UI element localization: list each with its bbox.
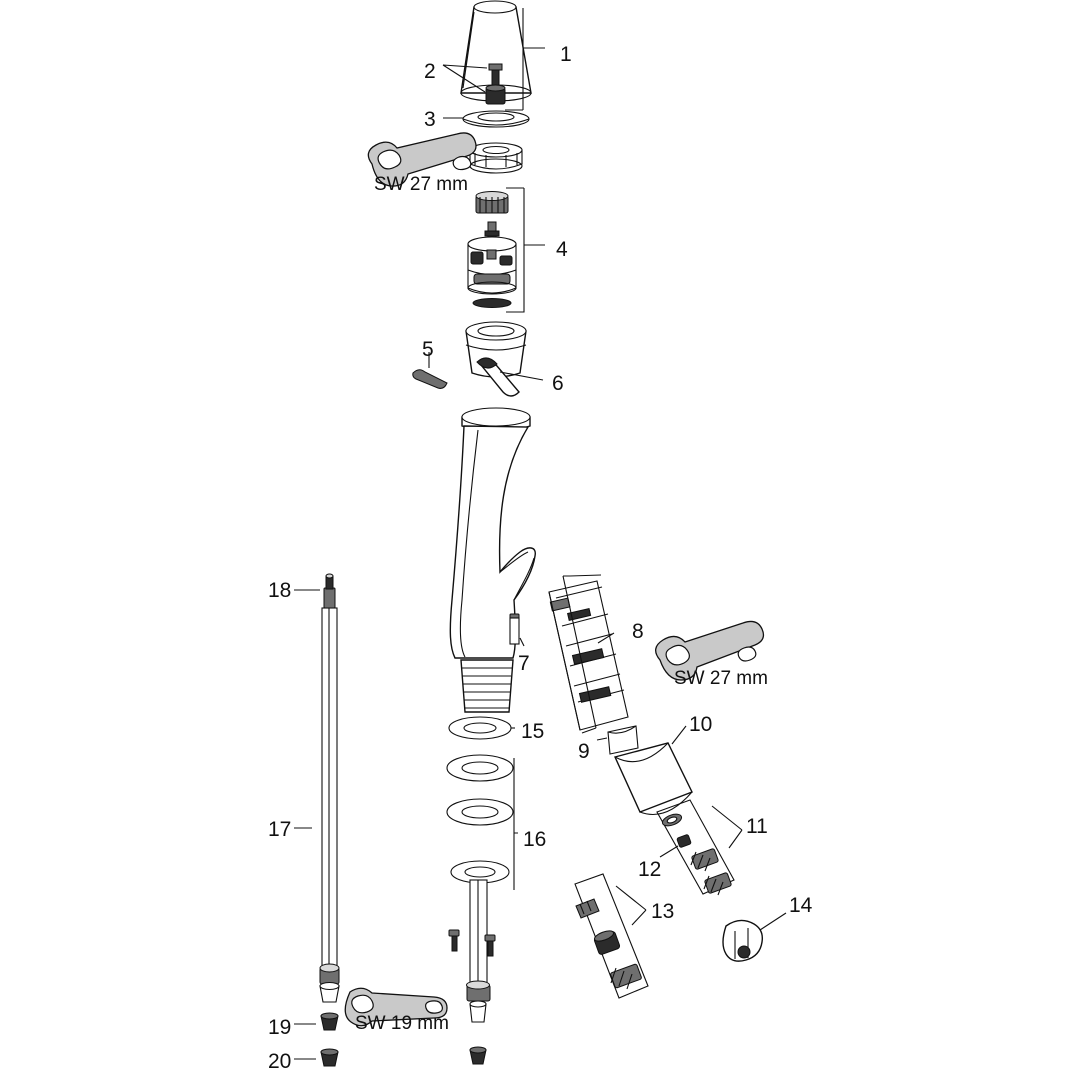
callout-4: 4	[556, 238, 568, 261]
callout-17: 17	[268, 818, 292, 841]
callout-15: 15	[521, 720, 545, 743]
callout-3: 3	[424, 108, 436, 131]
callout-20: 20	[268, 1050, 292, 1073]
part-5-clip	[413, 370, 447, 389]
part-14-bracket-clip	[723, 920, 762, 961]
callout-2: 2	[424, 60, 436, 83]
bracket-11	[712, 806, 742, 848]
part-7-spring	[510, 614, 519, 644]
part-13-lower-parts	[575, 874, 648, 998]
part-lower-shank	[449, 880, 495, 1064]
part-escutcheon	[470, 143, 522, 173]
callout-13: 13	[651, 900, 675, 923]
bracket-1	[523, 8, 545, 110]
callout-10: 10	[689, 713, 713, 736]
wrench-sw19-bottom-label: SW 19 mm	[355, 1013, 449, 1034]
bracket-13	[616, 886, 646, 925]
leader-7	[520, 638, 524, 646]
callout-9: 9	[578, 740, 590, 763]
part-17-18-hose	[320, 574, 339, 1066]
wrench-sw27-top-label: SW 27 mm	[374, 174, 468, 195]
part-4-cartridge	[468, 192, 516, 308]
callout-8: 8	[632, 620, 644, 643]
part-16-gaskets	[447, 755, 513, 883]
callout-11: 11	[746, 815, 768, 838]
callout-18: 18	[268, 579, 292, 602]
callout-1: 1	[560, 43, 572, 66]
part-15-washer	[449, 717, 511, 739]
part-9-sleeve	[608, 726, 638, 754]
leader-9	[597, 738, 607, 740]
callout-7: 7	[518, 652, 530, 675]
callout-16: 16	[523, 828, 547, 851]
callout-14: 14	[789, 894, 813, 917]
wrench-sw27-right-label: SW 27 mm	[674, 668, 768, 689]
callout-12: 12	[638, 858, 662, 881]
leader-12	[660, 846, 678, 857]
part-3-ring	[463, 111, 529, 127]
bracket-16	[514, 758, 518, 890]
leader-10	[672, 726, 686, 744]
callout-6: 6	[552, 372, 564, 395]
leader-14	[760, 913, 786, 930]
part-8-valve-column	[549, 581, 628, 730]
callout-5: 5	[422, 338, 434, 361]
callout-19: 19	[268, 1016, 292, 1039]
